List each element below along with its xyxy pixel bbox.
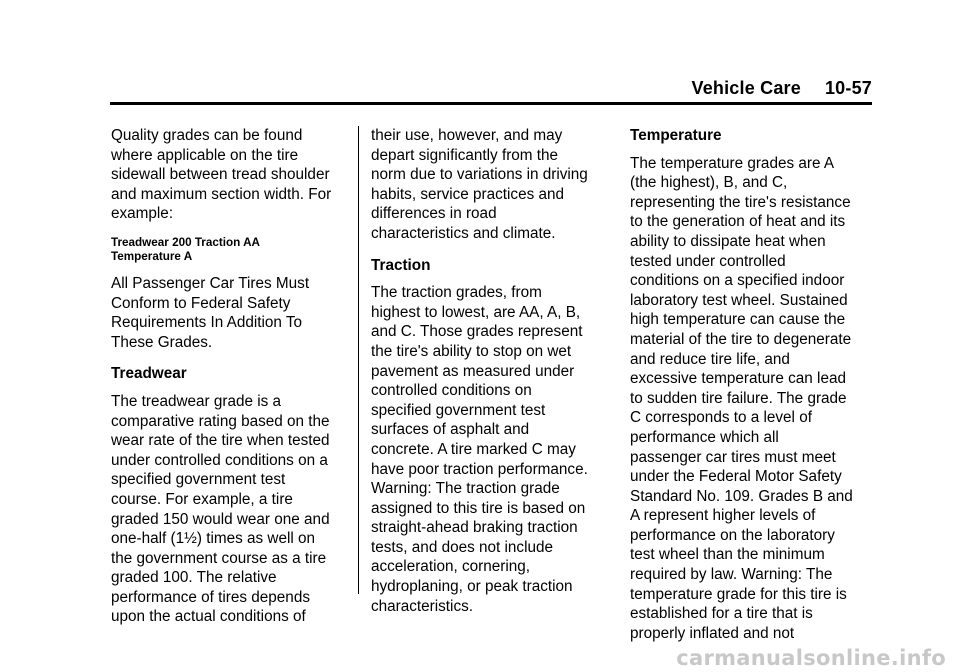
text-line: hydroplaning, or peak traction [371,578,573,596]
text-line: habits, service practices and [371,185,565,203]
text-line: and C. Those grades represent [371,323,583,341]
text-line: comparative rating based on the [111,412,330,430]
text-line: passenger car tires must meet [630,448,836,466]
text-line: highest to lowest, are AA, A, B, [371,303,581,321]
intro-paragraph [111,126,361,224]
text-line: the tire's ability to stop on wet [371,342,572,360]
text-line: temperature grade for this tire is [630,585,847,603]
text-line: Warning: The traction grade [371,480,560,498]
text-line: Conform to Federal Safety [111,294,291,312]
site-watermark: carmanualsonline.info [676,646,946,670]
text-line: high temperature can cause the [630,311,846,329]
text-line: differences in road [371,205,497,223]
traction-heading: Traction [371,256,431,274]
text-line: example: [111,205,174,223]
text-line: to the generation of heat and its [630,213,846,231]
example-grades [111,236,361,264]
text-line: pavement as measured under [371,362,575,380]
text-line: performance of tires depends [111,588,310,606]
treadwear-heading: Treadwear [111,365,187,383]
text-line: performance on the laboratory [630,526,835,544]
text-line: depart significantly from the [371,146,559,164]
notice-paragraph [111,274,361,352]
text-line: established for a tire that is [630,605,813,623]
text-line: where applicable on the tire [111,146,299,164]
text-line: These Grades. [111,333,213,351]
text-line: laboratory test wheel. Sustained [630,291,848,309]
text-line: the government course as a tire [111,549,327,567]
text-line: All Passenger Car Tires Must [111,274,310,292]
traction-paragraph [371,283,621,616]
text-line: Temperature A [111,249,193,263]
text-line: C corresponds to a level of [630,409,812,427]
text-line: assigned to this tire is based on [371,499,586,517]
text-line: under the Federal Motor Safety [630,468,842,486]
column-2 [371,126,621,616]
text-line: tests, and does not include [371,538,553,556]
text-line: ability to dissipate heat when [630,232,826,250]
text-line: upon the actual conditions of [111,608,306,626]
text-line: straight-ahead braking traction [371,519,578,537]
text-line: properly inflated and not [630,624,795,642]
temperature-paragraph [630,154,880,644]
text-line: representing the tire's resistance [630,193,851,211]
text-line: course. For example, a tire [111,490,293,508]
column-3 [630,126,880,643]
text-line: have poor traction performance. [371,460,588,478]
text-line: performance which all [630,428,779,446]
header-rule [110,102,872,105]
text-line: Treadwear 200 Traction AA [111,235,260,249]
text-line: Standard No. 109. Grades B and [630,487,853,505]
text-line: test wheel than the minimum [630,546,825,564]
text-line: acceleration, cornering, [371,558,531,576]
text-line: Quality grades can be found [111,127,303,144]
text-line: graded 150 would wear one and [111,510,330,528]
text-line: wear rate of the tire when tested [111,432,330,450]
text-line: graded 100. The relative [111,569,277,587]
text-line: specified government test [111,471,286,489]
text-line: The traction grades, from [371,284,542,302]
text-line: conditions on a specified indoor [630,272,845,290]
continuation-paragraph [371,126,621,244]
text-line: excessive temperature can lead [630,370,846,388]
text-line: controlled conditions on [371,382,532,400]
text-line: and reduce tire life, and [630,350,790,368]
treadwear-paragraph [111,392,361,627]
page-header [691,78,872,99]
text-line: to sudden tire failure. The grade [630,389,847,407]
text-line: tested under controlled [630,252,786,270]
text-line: their use, however, and may [371,127,563,144]
column-divider [358,126,359,594]
text-line: material of the tire to degenerate [630,330,852,348]
text-line: specified government test [371,401,546,419]
text-line: sidewall between tread shoulder [111,166,330,184]
text-line: and maximum section width. For [111,185,332,203]
temperature-heading: Temperature [630,127,722,144]
text-line: concrete. A tire marked C may [371,440,576,458]
text-line: surfaces of asphalt and [371,421,530,439]
text-line: The temperature grades are A [630,154,835,172]
column-1 [111,126,361,627]
text-line: characteristics. [371,597,474,615]
text-line: required by law. Warning: The [630,566,833,584]
section-title: Vehicle Care [691,78,801,98]
text-line: characteristics and climate. [371,224,556,242]
text-line: The treadwear grade is a [111,392,282,410]
text-line: one-half (1½) times as well on [111,530,316,548]
text-line: Requirements In Addition To [111,314,303,332]
text-line: norm due to variations in driving [371,166,588,184]
page-number: 10-57 [824,78,872,98]
text-line: under controlled conditions on a [111,451,328,469]
text-line: A represent higher levels of [630,507,816,525]
text-line: (the highest), B, and C, [630,174,788,192]
